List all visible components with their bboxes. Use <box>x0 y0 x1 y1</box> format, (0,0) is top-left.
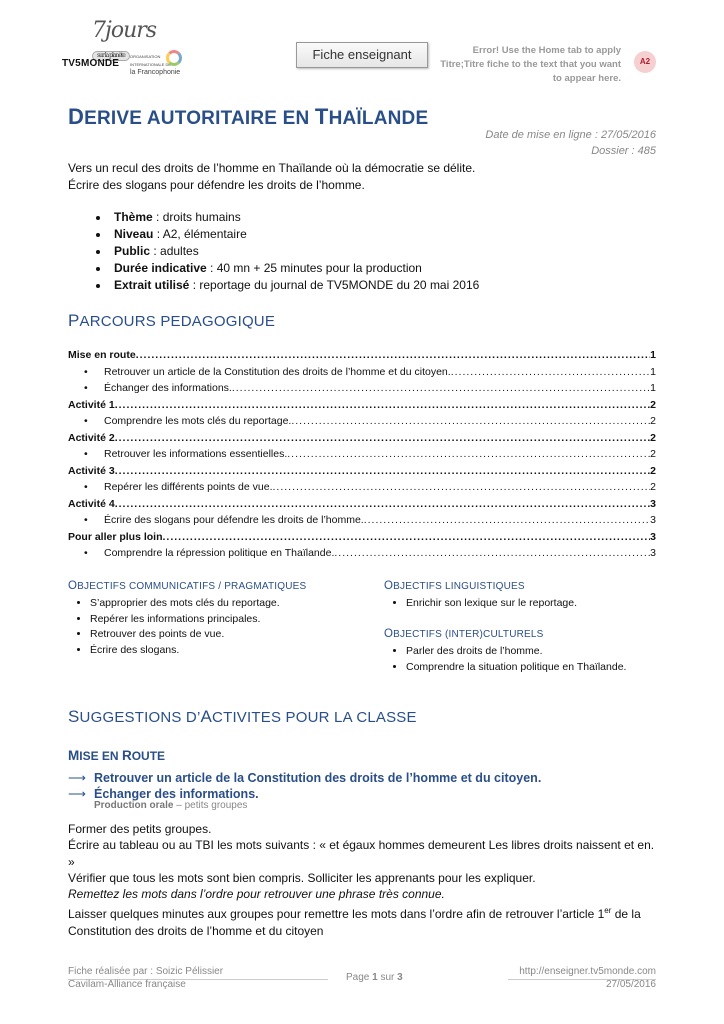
level-badge: A2 <box>634 51 656 73</box>
toc-entry[interactable]: • Retrouver les informations essentielles. ..... 2 <box>68 448 656 465</box>
info-extrait: • Extrait utilisé : reportage du journal de TV5MONDE du 20 mai 2016 <box>110 277 479 294</box>
arrow-right-icon: ⟶ <box>68 771 86 785</box>
toc-entry[interactable]: Activité 3 ..... 2 <box>68 465 656 482</box>
production-label: Production orale – petits groupes <box>94 800 248 811</box>
list-item: • Écrire des slogans. <box>90 643 280 659</box>
objectifs-culturels-heading: OBJECTIFS (INTER)CULTURELS <box>384 628 544 640</box>
objectifs-linguistiques-list <box>384 596 577 612</box>
toc-entry[interactable]: • Comprendre la répression politique en Thaïlande. ..... 3 <box>68 547 656 564</box>
title-part: HAÏLANDE <box>328 108 429 129</box>
info-niveau: • Niveau : A2, élémentaire <box>110 226 479 243</box>
footer-page: Page 1 sur 3 <box>346 972 403 983</box>
toc-entry[interactable]: • Comprendre les mots clés du reportage. ..... 2 <box>68 415 656 432</box>
fiche-enseignant-button[interactable]: Fiche enseignant <box>296 42 428 68</box>
objective-arrow-line: ⟶ Échanger des informations. <box>68 787 259 801</box>
intro-line-1: Vers un recul des droits de l’homme en Thaïlande où la démocratie se délite. <box>68 161 476 175</box>
toc-entry[interactable]: • Échanger des informations. ..... 1 <box>68 382 656 399</box>
toc-entry[interactable]: • Repérer les différents points de vue. ..... 2 <box>68 481 656 498</box>
body-instruction: Remettez les mots dans l’ordre pour retrouver une phrase très connue. <box>68 887 445 901</box>
body-line: Laisser quelques minutes aux groupes pour remettre les mots dans l’ordre afin de retrouver l’article 1er de la Constitution des droits de l’homme et du citoyen <box>68 906 641 938</box>
table-of-contents <box>68 349 656 564</box>
body-line: Vérifier que tous les mots sont bien compris. Solliciter les apprenants pour les expliquer. <box>68 871 536 885</box>
tv5monde-logo: TV5MONDE <box>62 58 120 69</box>
dossier-number: Dossier : 485 <box>591 145 656 157</box>
7jours-logo-sub: sur la planète <box>92 51 130 61</box>
info-list <box>88 209 479 294</box>
francophonie-logo <box>130 53 186 77</box>
francophonie-small: ORGANISATION INTERNATIONALE DE <box>130 54 172 67</box>
7jours-logo-text: 7jours <box>92 18 157 43</box>
footer-author: Fiche réalisée par : Soizic Pélissier <box>68 966 224 977</box>
list-item: • Parler des droits de l’homme. <box>406 644 626 660</box>
arrow-right-icon: ⟶ <box>68 787 86 801</box>
page-title <box>68 104 428 130</box>
body-line: Former des petits groupes. <box>68 822 212 836</box>
list-item: • S’approprier des mots clés du reportage. <box>90 596 280 612</box>
objective-arrow-line: ⟶ Retrouver un article de la Constitution des droits de l’homme et du citoyen. <box>68 771 542 785</box>
suggestions-heading: SUGGESTIONS D’ACTIVITES POUR LA CLASSE <box>68 707 417 726</box>
toc-entry[interactable]: Activité 2 ..... 2 <box>68 432 656 449</box>
title-part: ERIVE AUTORITAIRE EN <box>84 108 315 129</box>
title-part: T <box>314 104 329 129</box>
toc-entry[interactable]: Pour aller plus loin ..... 3 <box>68 531 656 548</box>
francophonie-text: la Francophonie <box>130 69 181 76</box>
body-line: Écrire au tableau ou au TBI les mots suivants : « et égaux hommes demeurent Les libres droits naissent et en. » <box>68 838 655 869</box>
parcours-heading: PARCOURS PEDAGOGIQUE <box>68 311 276 330</box>
list-item: • Repérer les informations principales. <box>90 612 280 628</box>
footer-date: 27/05/2016 <box>605 979 656 990</box>
footer-org: Cavilam-Alliance française <box>68 979 186 990</box>
mise-en-route-heading: MISE EN ROUTE <box>68 748 166 763</box>
list-item: • Retrouver des points de vue. <box>90 627 280 643</box>
error-message: Error! Use the Home tab to apply Titre;Titre fiche to the text that you want to appear here. <box>440 45 621 84</box>
footer-url[interactable]: http://enseigner.tv5monde.com <box>519 966 656 977</box>
objectifs-culturels-list <box>384 644 626 675</box>
info-duree: • Durée indicative : 40 mn + 25 minutes pour la production <box>110 260 479 277</box>
toc-entry[interactable]: Activité 1 ..... 2 <box>68 399 656 416</box>
toc-entry[interactable]: • Écrire des slogans pour défendre les droits de l’homme. ..... 3 <box>68 514 656 531</box>
toc-entry[interactable]: • Retrouver un article de la Constitution des droits de l’homme et du citoyen. ..... 1 <box>68 366 656 383</box>
title-part: D <box>68 104 85 129</box>
toc-entry[interactable]: Activité 4 ..... 3 <box>68 498 656 515</box>
toc-entry[interactable]: Mise en route ..... 1 <box>68 349 656 366</box>
francophonie-ring-icon <box>166 50 182 66</box>
publish-date: Date de mise en ligne : 27/05/2016 <box>485 129 656 141</box>
objectifs-communicatifs-heading: OBJECTIFS COMMUNICATIFS / PRAGMATIQUES <box>68 580 307 592</box>
info-public: • Public : adultes <box>110 243 479 260</box>
info-theme: • Thème : droits humains <box>110 209 479 226</box>
intro-line-2: Écrire des slogans pour défendre les droits de l’homme. <box>68 178 365 192</box>
objectifs-linguistiques-heading: OBJECTIFS LINGUISTIQUES <box>384 580 525 592</box>
objectifs-communicatifs-list <box>68 596 280 658</box>
list-item: • Comprendre la situation politique en Thaïlande. <box>406 660 626 676</box>
list-item: • Enrichir son lexique sur le reportage. <box>406 596 577 612</box>
